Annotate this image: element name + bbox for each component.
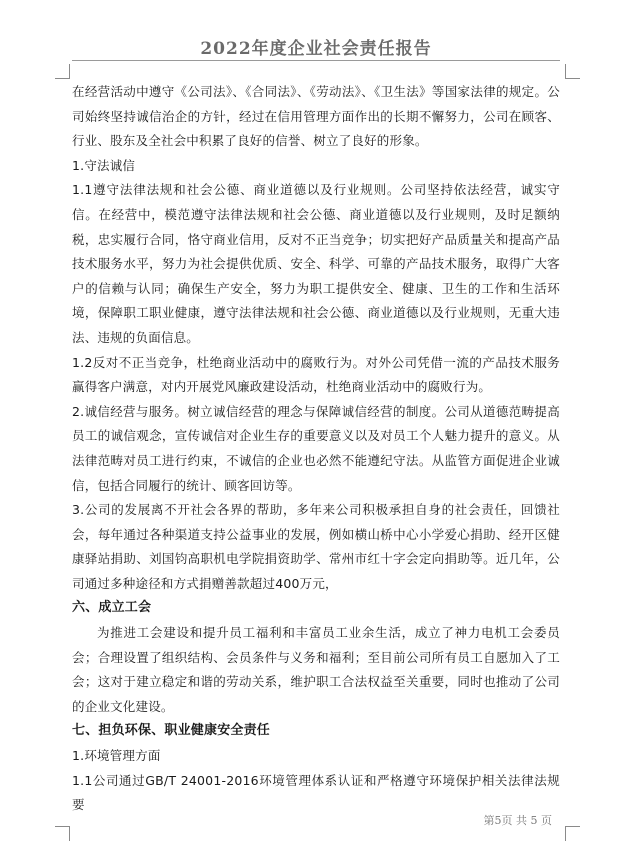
paragraph: 2.诚信经营与服务。树立诚信经营的理念与保障诚信经营的制度。公司从道德范畴提高员工的诚信观念，宣传诚信对企业生存的重要意义以及对员工个人魅力提升的意义。从法律范畴对员工进行约束，不诚信的企业也必然不能遵纪守法。从监管方面促进企业诚信，包括合同履行的统计、顾客回访等。 [72, 403, 560, 493]
paragraph: 1.环境管理方面 [72, 748, 161, 764]
header-divider [72, 60, 560, 61]
page-number: 第5页 共 5 页 [483, 814, 552, 827]
crop-mark-top-left [55, 64, 70, 79]
paragraph: 1.2反对不正当竞争，杜绝商业活动中的腐败行为。对外公司凭借一流的产品技术服务赢得客户满意，对内开展党风廉政建设活动，杜绝商业活动中的腐败行为。 [72, 354, 560, 395]
paragraph: 1.1公司通过GB/T 24001-2016环境管理体系认证和严格遵守环境保护相关法律法规要 [72, 772, 560, 813]
paragraph: 为推进工会建设和提升员工福利和丰富员工业余生活，成立了神力电机工会委员会；合理设置了组织结构、会员条件与义务和福利；至目前公司所有员工自愿加入了工会；这对于建立稳定和谐的劳动关系，维护职工合法权益至关重要，同时也推动了公司的企业文化建设。 [72, 625, 560, 714]
paragraph: 1.1遵守法律法规和社会公德、商业道德以及行业规则。公司坚持依法经营，诚实守信。在经营中，模范遵守法律法规和社会公德、商业道德以及行业规则，及时足额纳税，忠实履行合同，恪守商业信用，反对不正当竞争；切实把好产品质量关和提高产品技术服务水平，努力为社会提供优质、安全、科学、可靠的产品技术服务，取得广大客户的信赖与认同；确保生产安全，努力为职工提供安全、健康、卫生的工作和生活环境，保障职工职业健康，遵守法律法规和社会公德、商业道德以及行业规则，无重大违法、违规的负面信息。 [72, 182, 560, 345]
crop-mark-bottom-right [565, 826, 580, 841]
section-heading: 六、成立工会 [72, 600, 152, 616]
document-body [72, 80, 560, 818]
paragraph: 1.守法诚信 [72, 157, 136, 173]
paragraph: 3.公司的发展离不开社会各界的帮助，多年来公司积极承担自身的社会责任，回馈社会，每年通过各种渠道支持公益事业的发展，例如横山桥中心小学爱心捐助、经开区健康驿站捐助、刘国钧高职机电学院捐资助学、常州市红十字会定向捐助等。近几年，公司通过多种途径和方式捐赠善款超过400万元， [72, 502, 560, 591]
crop-mark-bottom-left [55, 826, 70, 841]
paragraph: 在经营活动中遵守《公司法》、《合同法》、《劳动法》、《卫生法》等国家法律的规定。公司始终坚持诚信治企的方针，经过在信用管理方面作出的长期不懈努力，公司在顾客、行业、股东及全社会中积累了良好的信誉、树立了良好的形象。 [72, 84, 560, 149]
crop-mark-top-right [565, 64, 580, 79]
page-header-title: 2022年度企业社会责任报告 [200, 39, 432, 59]
section-heading: 七、担负环保、职业健康安全责任 [72, 723, 271, 739]
